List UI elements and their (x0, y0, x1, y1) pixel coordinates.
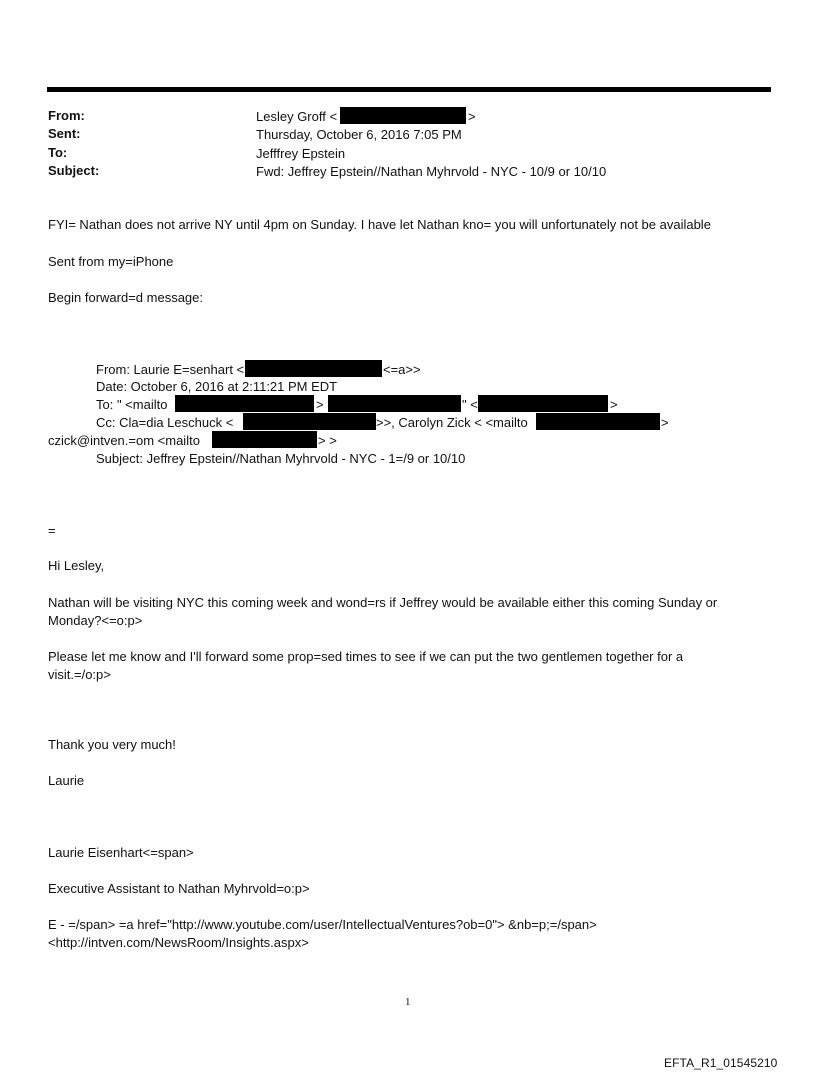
sent-label: Sent: (48, 126, 81, 141)
subject-label: Subject: (48, 163, 100, 178)
to-label: To: (48, 145, 68, 160)
para2-line2: visit.=/o:p> (48, 667, 111, 682)
fwd-cc-middle: >>, Carolyn Zick < <mailto (376, 415, 528, 430)
signature-title: Executive Assistant to Nathan Myhrvold=o:p> (48, 881, 310, 896)
sent-from-line: Sent from my=iPhone (48, 254, 174, 269)
fwd-from-suffix: <=a>> (383, 362, 421, 377)
redaction-block (245, 360, 382, 377)
page-number: 1 (405, 996, 411, 1008)
para1-line2: Monday?<=o:p> (48, 613, 143, 628)
signature-name: Laurie Eisenhart<=span> (48, 845, 194, 860)
fyi-line: FYI= Nathan does not arrive NY until 4pm on Sunday. I have let Nathan kno= you will unfortunately not be available (48, 217, 711, 232)
redaction-block (212, 431, 317, 448)
sent-value: Thursday, October 6, 2016 7:05 PM (256, 127, 462, 142)
para2-line1: Please let me know and I'll forward some prop=sed times to see if we can put the two gentlemen together for a (48, 649, 684, 664)
from-suffix: > (468, 109, 476, 124)
fwd-from-prefix: From: Laurie E=senhart < (96, 362, 245, 377)
fwd-to-end: > (610, 397, 618, 412)
fwd-date: Date: October 6, 2016 at 2:11:21 PM EDT (96, 379, 338, 394)
redaction-block (243, 413, 376, 430)
thanks-line: Thank you very much! (48, 737, 176, 752)
fwd-to-quote: " < (462, 397, 478, 412)
fwd-czick-end: > > (318, 433, 337, 448)
redaction-block (536, 413, 660, 430)
fwd-cc-end: > (661, 415, 669, 430)
greeting: Hi Lesley, (48, 558, 105, 573)
fwd-to-prefix: To: " <mailto (96, 397, 168, 412)
from-name: Lesley Groff < (256, 109, 338, 124)
to-value: Jefffrey Epstein (256, 146, 346, 161)
redaction-block (175, 395, 314, 412)
from-value (256, 108, 337, 125)
para1-line1: Nathan will be visiting NYC this coming week and wond=rs if Jeffrey would be available either this coming Sunday or (48, 595, 718, 610)
header-rule (47, 87, 771, 92)
equals-line: = (48, 523, 56, 538)
fwd-cc-prefix: Cc: Cla=dia Leschuck < (96, 415, 234, 430)
redaction-block (340, 107, 466, 124)
signature-link-1: E - =/span> =a href="http://www.youtube.com/user/IntellectualVentures?ob=0"> &nb=p;=/span> (48, 917, 597, 932)
document-id: EFTA_R1_01545210 (664, 1056, 778, 1070)
signoff-line: Laurie (48, 773, 85, 788)
fwd-to-gt: > (316, 397, 324, 412)
from-label: From: (48, 108, 85, 123)
begin-forward-line: Begin forward=d message: (48, 290, 204, 305)
redaction-block (478, 395, 608, 412)
redaction-block (328, 395, 461, 412)
fwd-czick-prefix: czick@intven.=om <mailto (48, 433, 200, 448)
signature-link-2: <http://intven.com/NewsRoom/Insights.aspx> (48, 935, 309, 950)
fwd-subject: Subject: Jeffrey Epstein//Nathan Myhrvold - NYC - 1=/9 or 10/10 (96, 451, 466, 466)
subject-value: Fwd: Jeffrey Epstein//Nathan Myhrvold - NYC - 10/9 or 10/10 (256, 164, 607, 179)
